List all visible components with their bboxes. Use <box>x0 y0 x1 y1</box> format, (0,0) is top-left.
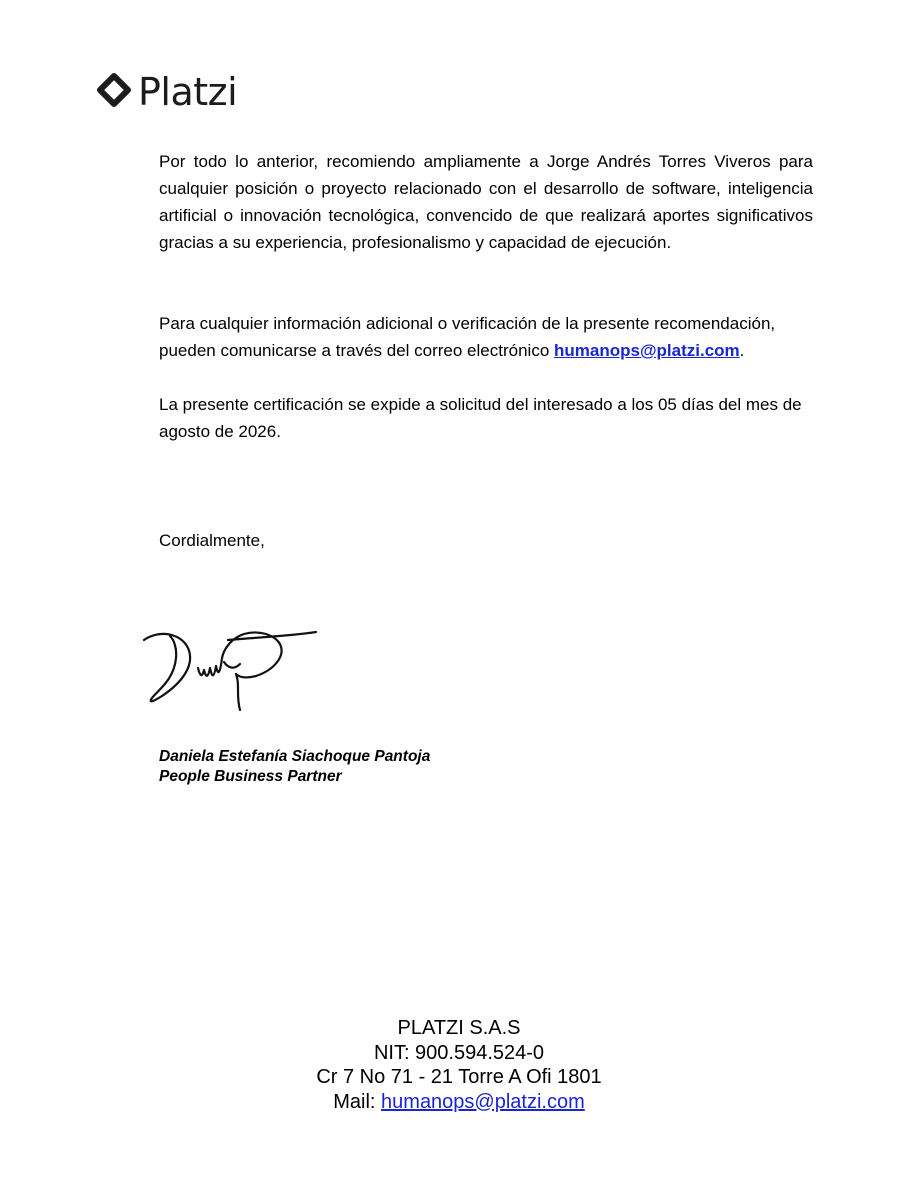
platzi-logo-icon <box>94 72 134 112</box>
footer-company: PLATZI S.A.S <box>397 1017 521 1039</box>
footer-mail-link[interactable]: humanops@platzi.com <box>381 1090 585 1113</box>
contact-paragraph <box>159 310 813 364</box>
closing-salutation: Cordialmente, <box>159 531 265 550</box>
handwritten-signature <box>140 618 330 723</box>
footer <box>0 1016 918 1114</box>
contact-period: . <box>739 341 745 360</box>
signer-role: People Business Partner <box>159 768 342 785</box>
footer-address: Cr 7 No 71 - 21 Torre A Ofi 1801 <box>316 1066 602 1088</box>
footer-nit: NIT: 900.594.524-0 <box>373 1041 545 1064</box>
certification-paragraph: La presente certificación se expide a solicitud del interesado a los 05 días del mes de agosto de 2026. <box>159 395 802 441</box>
contact-text: Para cualquier información adicional o verificación de la presente recomendación, pueden comunicarse a través del correo electrónico <box>159 314 776 360</box>
signer-name: Daniela Estefanía Siachoque Pantoja <box>159 748 431 765</box>
contact-email-link[interactable]: humanops@platzi.com <box>554 341 740 360</box>
footer-mail-label: Mail: <box>333 1090 382 1113</box>
recommendation-paragraph: Por todo lo anterior, recomiendo ampliamente a Jorge Andrés Torres Viveros para cualquier posición o proyecto relacionado con el desarrollo de software, inteligencia artificial o innovación tecnológica, convencido de que realizará aportes significativos gracias a su experiencia, profesionalismo y capacidad de ejecución. <box>159 152 813 252</box>
footer-mail <box>0 1090 918 1115</box>
logo-text: Platzi <box>138 70 238 114</box>
signer-block <box>159 747 430 787</box>
platzi-logo <box>94 72 237 112</box>
